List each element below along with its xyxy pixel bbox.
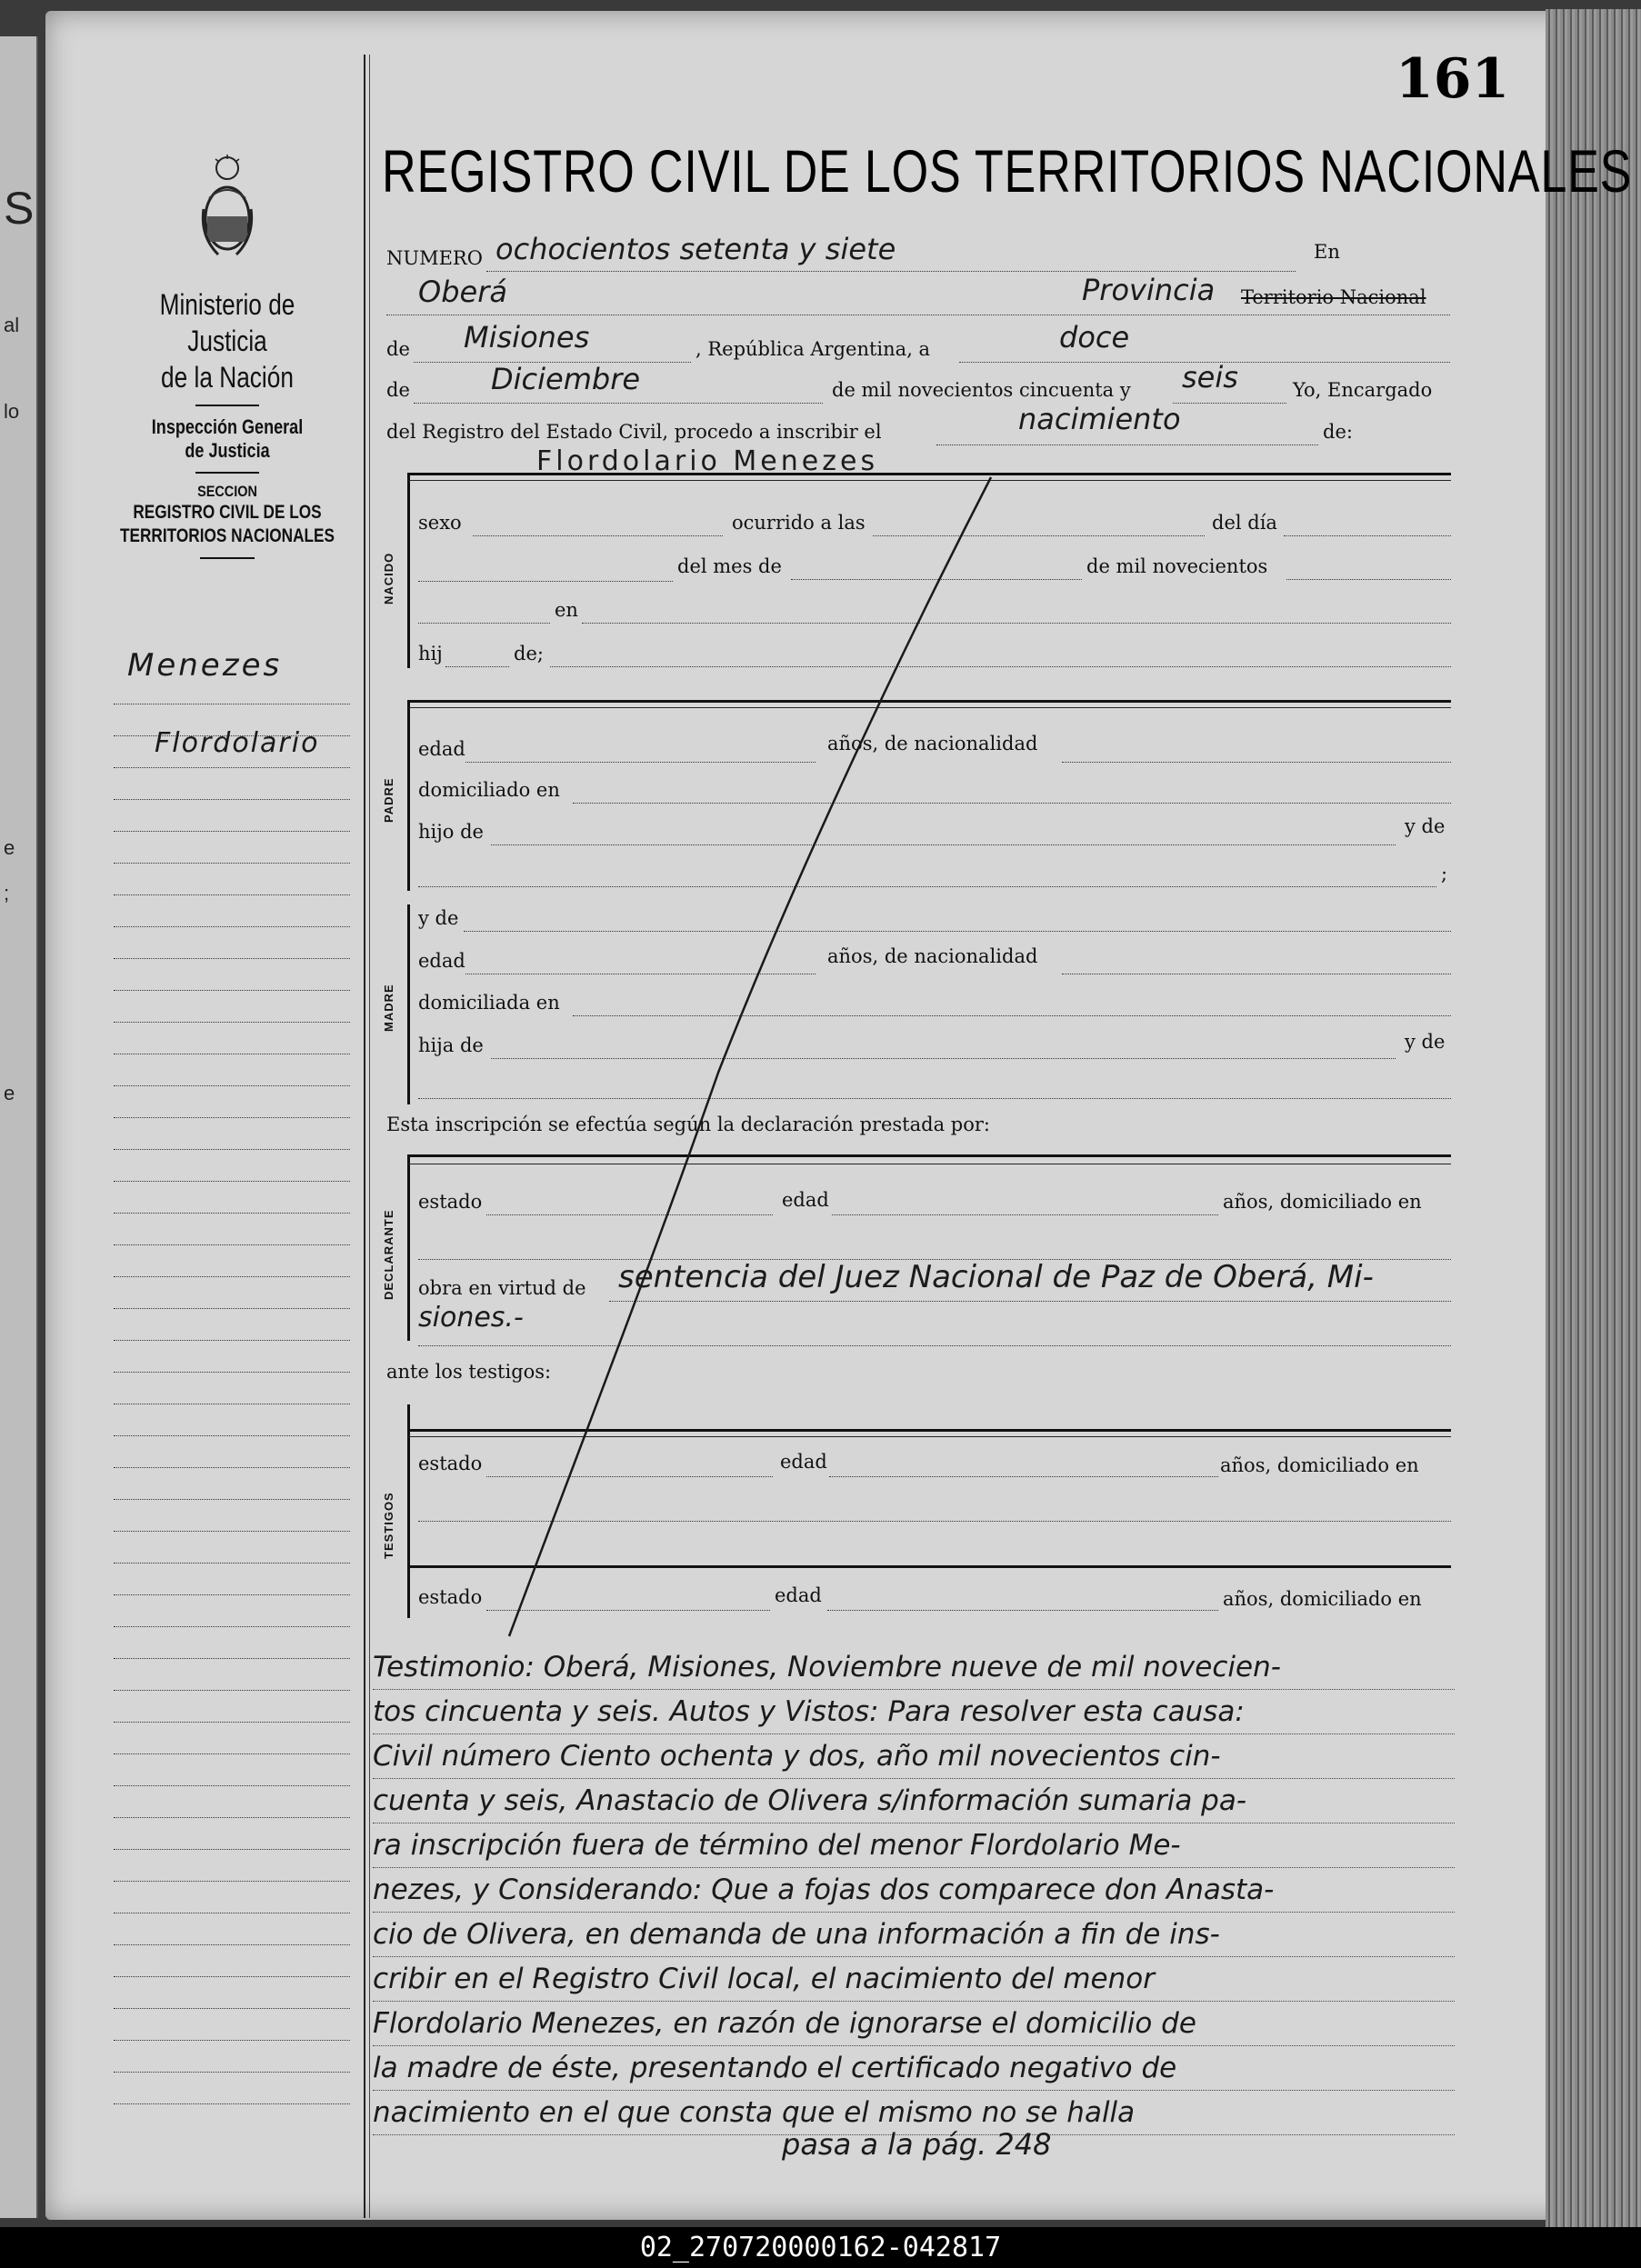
sidebar-given-name: Flordolario [155,727,320,759]
ante-testigos-label: ante los testigos: [386,1361,552,1383]
act-value: nacimiento [1018,402,1181,436]
registro-label: REGISTRO CIVIL DE LOS [133,502,322,523]
testimonio-line: tos cincuenta y seis. Autos y Vistos: Para resolver esta causa: [373,1690,1455,1734]
edad-label: edad [775,1584,822,1606]
semicolon: ; [1441,863,1448,884]
section-label-nacido: NACIDO [382,552,395,604]
en-label: en [555,599,578,621]
edad-label: edad [782,1189,829,1211]
republica-label: , República Argentina, a [695,338,931,360]
page-number: 161 [1396,47,1510,111]
obra-label: obra en virtud de [418,1277,586,1299]
domiciliado-label: años, domiciliado en [1220,1454,1419,1476]
testimonio-line: la madre de éste, presentando el certificado negativo de [373,2046,1455,2091]
image-id-footer: 02_270720000162-042817 [0,2227,1641,2268]
estado-label: estado [418,1191,483,1213]
estado-label: estado [418,1453,483,1474]
sexo-label: sexo [418,512,462,534]
testimonio-line: cio de Olivera, en demanda de una información a fin de ins- [373,1913,1455,1957]
year-label: de mil novecientos cincuenta y [832,379,1131,401]
obra-value: sentencia del Juez Nacional de Paz de Oberá, Mi- [618,1259,1374,1295]
day-value: doce [1059,320,1130,355]
domiciliada-label: domiciliada en [418,992,560,1014]
sidebar-surname: Menezes [127,647,283,684]
testimonio-line: nacimiento en el que consta que el mismo no se halla [373,2091,1455,2135]
declaracion-label: Esta inscripción se efectúa según la declaración prestada por: [386,1114,990,1135]
testimonio-line: Flordolario Menezes, en razón de ignorarse el domicilio de [373,2002,1455,2046]
numero-value: ochocientos setenta y siete [495,232,896,266]
testimonio-line: cribir en el Registro Civil local, el nacimiento del menor [373,1957,1455,2002]
prev-fragment: al [4,314,20,336]
de-label: de; [514,643,544,664]
section-label-madre: MADRE [382,984,395,1032]
registro-label: del Registro del Estado Civil, procedo a inscribir el [386,421,882,443]
ocurrido-label: ocurrido a las [732,512,866,534]
hijo-de-label: hijo de [418,821,484,843]
edad-label: edad [418,738,465,760]
page-title: REGISTRO CIVIL DE LOS TERRITORIOS NACIONALES [382,137,1633,205]
de2-label: de: [1323,421,1353,443]
en-label: En [1314,241,1340,263]
del-dia-label: del día [1212,512,1277,534]
inspeccion-label: Inspección General [151,415,304,438]
nacido-name-value: Flordolario Menezes [536,445,879,477]
edad-label: edad [780,1451,827,1473]
numero-label: NUMERO [386,247,483,269]
section-label-padre: PADRE [382,777,395,823]
prev-fragment: e [4,1082,15,1104]
inspeccion-label-2: de Justicia [185,439,270,462]
domiciliado-label: años, domiciliado en [1223,1191,1422,1213]
testimonio-line: ra inscripción fuera de término del menor Flordolario Me- [373,1823,1455,1868]
ministry-name-2: de la Nación [161,361,294,394]
continuation-note: pasa a la pág. 248 [782,2127,1052,2162]
ministry-name: Ministerio de Justicia [159,288,295,357]
nacionalidad-label: años, de nacionalidad [827,945,1038,967]
del-mes-label: del mes de [677,555,782,577]
locality-value: Oberá [418,275,507,309]
prev-fragment: lo [4,400,20,423]
territorio-struck: Territorio Nacional [1241,286,1426,308]
registro-label-2: TERRITORIOS NACIONALES [119,525,335,546]
edad-label: edad [418,950,465,972]
month-value: Diciembre [491,362,641,396]
de-label: de [386,379,410,401]
de-label: de [386,338,410,360]
domiciliado-label: domiciliado en [418,779,560,801]
testimonio-line: nezes, y Considerando: Que a fojas dos comparece don Anasta- [373,1868,1455,1913]
y-de-label: y de [1405,1031,1446,1053]
y-de-label: y de [1405,815,1446,837]
domiciliado-label: años, domiciliado en [1223,1588,1422,1610]
year-value: seis [1182,360,1238,395]
y-de-label: y de [418,907,459,929]
mil-novecientos-label: de mil novecientos [1086,555,1268,577]
estado-label: estado [418,1586,483,1608]
section-label-testigos: TESTIGOS [382,1492,395,1559]
testimonio-line: cuenta y seis, Anastacio de Olivera s/información sumaria pa- [373,1779,1455,1823]
testimonio-line: Testimonio: Oberá, Misiones, Noviembre nueve de mil novecien- [373,1645,1455,1690]
nacionalidad-label: años, de nacionalidad [827,733,1038,754]
hij-label: hij [418,643,443,664]
testimonio-line: Civil número Ciento ochenta y dos, año mil novecientos cin- [373,1734,1455,1779]
prev-fragment: S [4,183,35,234]
seccion-label: SECCION [197,483,257,500]
provincia-value: Provincia [1082,273,1216,307]
prev-fragment: ; [4,882,10,904]
province-value: Misiones [464,320,590,355]
prev-fragment: e [4,836,15,859]
hija-de-label: hija de [418,1034,484,1056]
section-label-declarante: DECLARANTE [382,1209,395,1300]
encargado-label: Yo, Encargado [1293,379,1433,401]
testimonio-paragraph [373,1645,1455,2135]
obra-value-2: siones.- [418,1302,524,1334]
